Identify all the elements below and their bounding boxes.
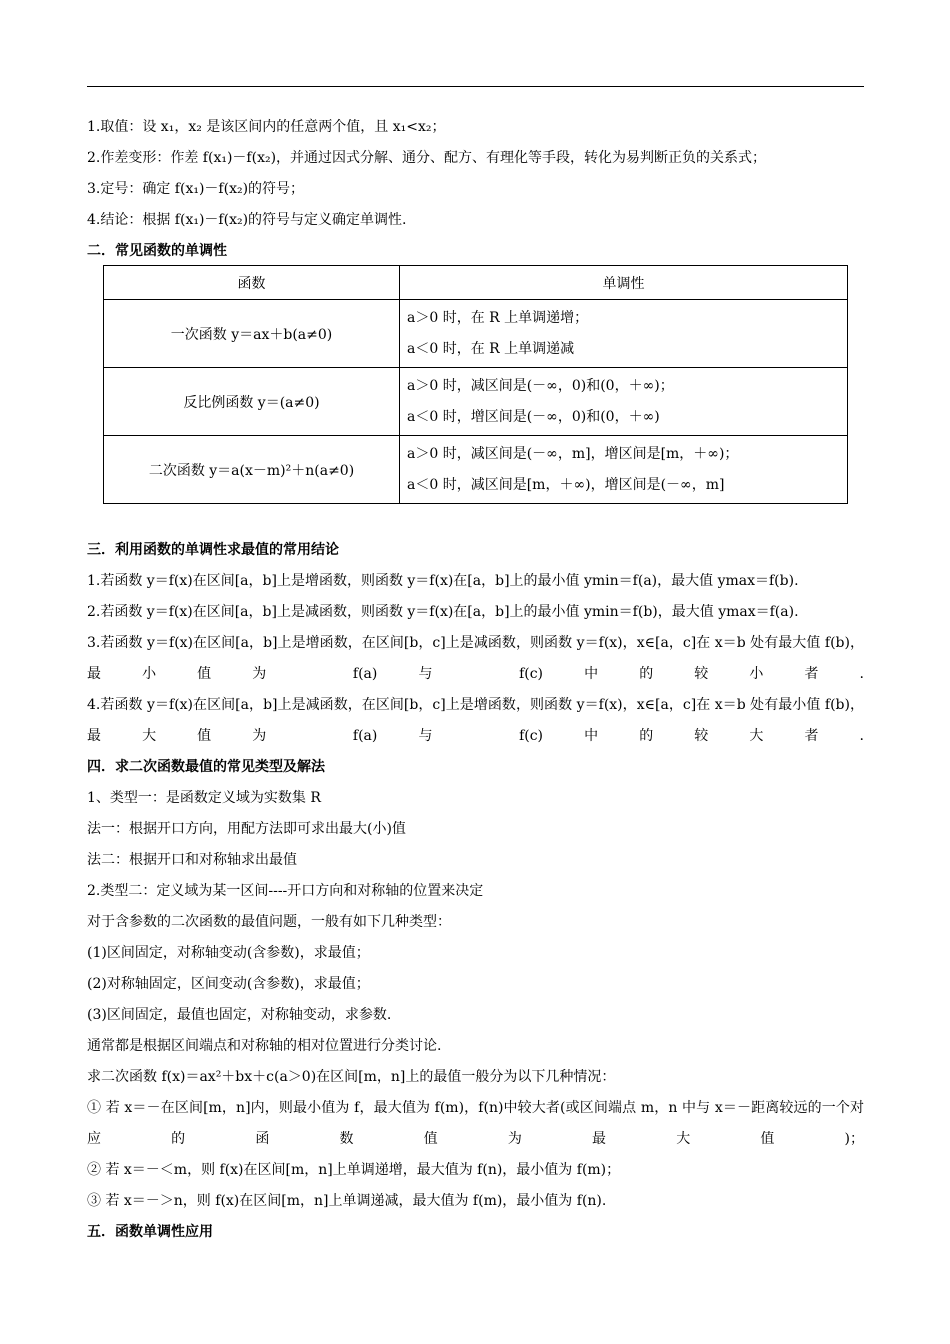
prop-line: a＞0 时，减区间是(－∞，0)和(0，＋∞)； (407, 377, 674, 394)
s4-line: (2)对称轴固定，区间变动(含参数)，求最值； (87, 976, 370, 992)
section-2-title: 二．常见函数的单调性 (87, 243, 227, 259)
row-quadratic-function: 二次函数 y＝a(x－m)²＋n(a≠0) (104, 436, 400, 504)
table-row (104, 368, 848, 436)
section-5-title: 五．函数单调性应用 (87, 1224, 213, 1240)
table-header-row (104, 266, 848, 300)
step-2: 2.作差变形：作差 f(x₁)－f(x₂)，并通过因式分解、通分、配方、有理化等手段，转化为易判断正负的关系式； (87, 150, 767, 166)
table-row (104, 436, 848, 504)
s4-line: (1)区间固定，对称轴变动(含参数)，求最值； (87, 945, 370, 961)
section-4-title: 四．求二次函数最值的常见类型及解法 (87, 759, 325, 775)
case-3: ③ 若 x＝－＞n，则 f(x)在区间[m，n]上单调递减，最大值为 f(m)，最小值为 f(n). (87, 1193, 607, 1209)
row-inverse-props (400, 368, 848, 436)
s4-line: (3)区间固定，最值也固定，对称轴变动，求参数. (87, 1007, 392, 1023)
conclusion-3: 3.若函数 y＝f(x)在区间[a，b]上是增函数，在区间[b，c]上是减函数，则函数 y＝f(x)，x∈[a，c]在 x＝b 处有最大值 f(b)，最小值为 f(a)与 f(c)中的较小者. (87, 635, 864, 682)
s4-line: 求二次函数 f(x)＝ax²＋bx＋c(a＞0)在区间[m，n]上的最值一般分为以下几种情况： (87, 1069, 616, 1085)
step-3: 3.定号：确定 f(x₁)－f(x₂)的符号； (87, 181, 305, 197)
sections-3-5 (87, 535, 864, 1248)
monotonicity-table (103, 265, 848, 504)
s4-line: 1、类型一：是函数定义域为实数集 R (87, 790, 321, 806)
s4-line: 2.类型二：定义域为某一区间----开口方向和对称轴的位置来决定 (87, 883, 484, 899)
prop-line: a＞0 时，减区间是(－∞，m]，增区间是[m，＋∞)； (407, 445, 739, 462)
s4-line: 法二：根据开口和对称轴求出最值 (87, 852, 297, 868)
row-linear-props (400, 300, 848, 368)
steps-block (87, 112, 864, 267)
prop-line: a＞0 时，在 R 上单调递增； (407, 309, 589, 326)
prop-line: a＜0 时，减区间是[m，＋∞)，增区间是(－∞，m] (407, 476, 725, 493)
header-rule (87, 86, 864, 87)
s4-line: 对于含参数的二次函数的最值问题，一般有如下几种类型： (87, 914, 451, 930)
step-4: 4.结论：根据 f(x₁)－f(x₂)的符号与定义确定单调性. (87, 212, 407, 228)
row-quadratic-props (400, 436, 848, 504)
header-function: 函数 (104, 266, 400, 300)
row-inverse-function: 反比例函数 y＝(a≠0) (104, 368, 400, 436)
conclusion-4: 4.若函数 y＝f(x)在区间[a，b]上是减函数，在区间[b，c]上是增函数，则函数 y＝f(x)，x∈[a，c]在 x＝b 处有最小值 f(b)，最大值为 f(a)与 f(c)中的较大者. (87, 697, 864, 744)
conclusion-1: 1.若函数 y＝f(x)在区间[a，b]上是增函数，则函数 y＝f(x)在[a，b]上的最小值 ymin＝f(a)，最大值 ymax＝f(b). (87, 573, 799, 589)
case-1: ① 若 x＝－在区间[m，n]内，则最小值为 f，最大值为 f(m)，f(n)中较大者(或区间端点 m，n 中与 x＝－距离较远的一个对应的函数值为最大值)； (87, 1100, 864, 1147)
prop-line: a＜0 时，增区间是(－∞，0)和(0，＋∞) (407, 408, 660, 425)
s4-line: 通常都是根据区间端点和对称轴的相对位置进行分类讨论. (87, 1038, 442, 1054)
row-linear-function: 一次函数 y＝ax＋b(a≠0) (104, 300, 400, 368)
s4-line: 法一：根据开口方向，用配方法即可求出最大(小)值 (87, 821, 406, 837)
header-monotonicity: 单调性 (400, 266, 848, 300)
case-2: ② 若 x＝－＜m，则 f(x)在区间[m，n]上单调递增，最大值为 f(n)，最小值为 f(m)； (87, 1162, 621, 1178)
conclusion-2: 2.若函数 y＝f(x)在区间[a，b]上是减函数，则函数 y＝f(x)在[a，b]上的最小值 ymin＝f(b)，最大值 ymax＝f(a). (87, 604, 799, 620)
section-3-title: 三．利用函数的单调性求最值的常用结论 (87, 542, 339, 558)
prop-line: a＜0 时，在 R 上单调递减 (407, 340, 575, 357)
step-1: 1.取值：设 x₁，x₂ 是该区间内的任意两个值，且 x₁<x₂； (87, 119, 446, 135)
table-row (104, 300, 848, 368)
